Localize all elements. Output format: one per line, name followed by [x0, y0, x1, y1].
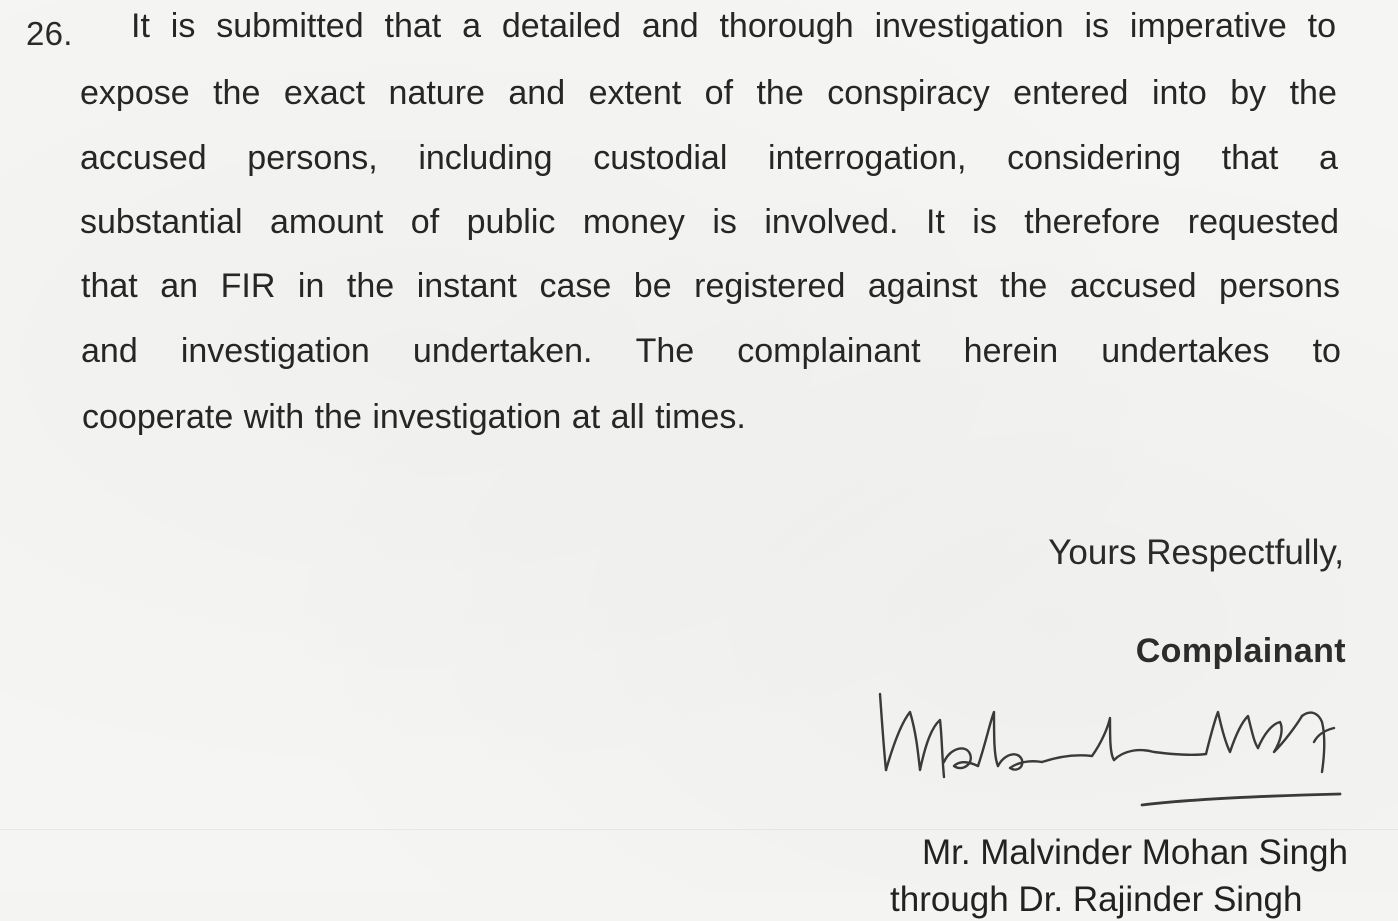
word: is: [170, 7, 196, 45]
word: conspiracy: [827, 74, 990, 112]
word: and: [508, 74, 566, 112]
word: substantial: [80, 203, 243, 241]
word: therefore: [1024, 203, 1161, 241]
word: that: [81, 267, 138, 305]
word: that: [384, 7, 442, 45]
word: herein: [963, 332, 1059, 370]
word: the: [346, 267, 395, 305]
word: involved.: [764, 203, 899, 241]
word: FIR: [220, 267, 276, 305]
word: of: [704, 74, 734, 112]
word: exact: [283, 74, 366, 112]
word: interrogation,: [768, 139, 967, 177]
word: It: [925, 203, 945, 241]
paragraph-line-1: [131, 6, 1336, 46]
word: accused: [1069, 267, 1197, 305]
paragraph-line-7: [82, 397, 746, 437]
word: thorough: [719, 7, 854, 45]
word: investigation: [874, 7, 1064, 45]
word: accused: [80, 139, 207, 177]
word: considering: [1007, 139, 1182, 177]
word: cooperate: [82, 398, 234, 436]
word: of: [410, 203, 440, 241]
word: persons,: [247, 139, 378, 177]
word: expose: [80, 74, 190, 112]
signatory-representative-text: through Dr. Rajinder Singh: [890, 880, 1303, 919]
handwritten-signature: [870, 682, 1360, 817]
word: that: [1221, 139, 1279, 177]
word: nature: [388, 74, 485, 112]
word: to: [1312, 332, 1341, 370]
word: persons: [1219, 267, 1340, 305]
word: registered: [694, 267, 846, 305]
word: money: [582, 203, 685, 241]
word: the: [756, 74, 804, 112]
word: be: [633, 267, 672, 305]
word: a: [462, 7, 482, 45]
word: extent: [588, 74, 682, 112]
paragraph-line-6: [81, 331, 1341, 371]
word: against: [867, 267, 978, 305]
word: including: [418, 139, 553, 177]
word: at: [571, 398, 601, 436]
word: the: [213, 74, 261, 112]
signatory-name: Mr. Malvinder Mohan Singh: [921, 833, 1348, 872]
paragraph-line-3: [80, 138, 1338, 178]
word: custodial: [593, 139, 728, 177]
word: the: [314, 398, 362, 436]
word: and: [81, 332, 138, 370]
word: investigation: [180, 332, 370, 370]
word: in: [297, 267, 325, 305]
word: The: [635, 332, 695, 370]
paragraph-line-2: [80, 73, 1337, 113]
word: the: [1000, 267, 1048, 305]
paragraph-number: 26.: [26, 15, 73, 52]
word: submitted: [216, 7, 364, 45]
word: case: [539, 267, 612, 305]
word: to: [1307, 7, 1336, 45]
word: is: [1084, 7, 1110, 45]
word: by: [1230, 74, 1267, 112]
paragraph-line-4: [80, 202, 1339, 242]
word: detailed: [501, 7, 621, 45]
word: instant: [416, 267, 517, 305]
word: amount: [269, 203, 384, 241]
word: is: [972, 203, 997, 241]
page-fold-line: [0, 829, 1398, 830]
signatory-representative-partial: [890, 879, 1303, 919]
word: all: [610, 398, 645, 436]
word: requested: [1187, 203, 1339, 241]
word: undertakes: [1101, 332, 1270, 370]
word: investigation: [372, 398, 562, 436]
word: imperative: [1129, 7, 1287, 45]
word: a: [1319, 139, 1338, 177]
word: the: [1289, 74, 1337, 112]
word: is: [712, 203, 737, 241]
word: times.: [655, 398, 746, 436]
closing-salutation: Yours Respectfully,: [1048, 533, 1344, 572]
word: complainant: [737, 332, 921, 370]
word: public: [466, 203, 556, 241]
word: and: [641, 7, 699, 45]
word: It: [131, 7, 150, 45]
word: into: [1151, 74, 1207, 112]
word: an: [160, 267, 199, 305]
word: with: [243, 398, 305, 436]
word: entered: [1013, 74, 1129, 112]
word: undertaken.: [412, 332, 593, 370]
complainant-label: Complainant: [1135, 632, 1346, 670]
paragraph-line-5: [81, 266, 1340, 306]
